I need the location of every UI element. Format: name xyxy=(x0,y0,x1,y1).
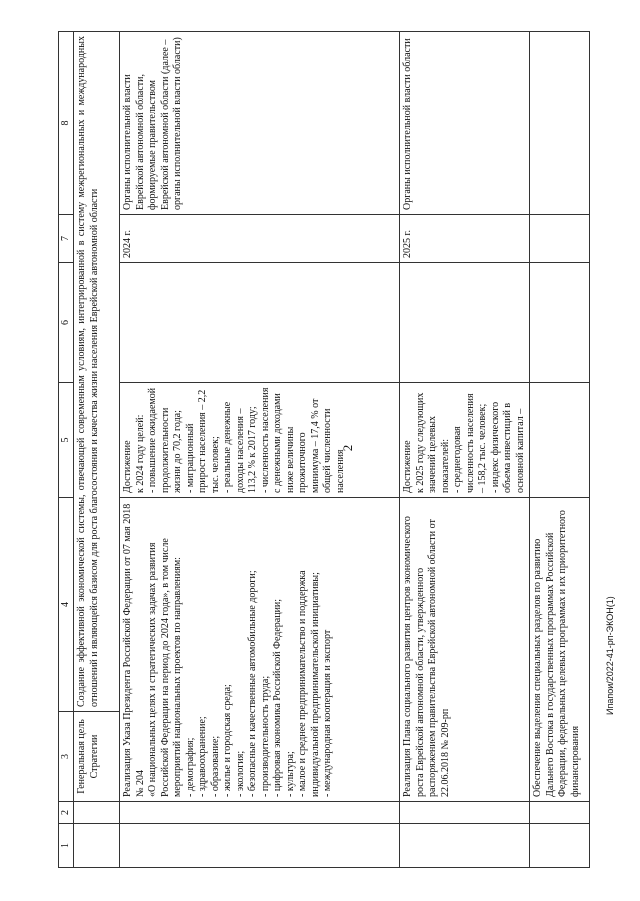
page-number: 2 xyxy=(340,444,355,452)
empty-cell xyxy=(530,263,590,383)
empty-cell xyxy=(400,824,530,868)
deadline-cell xyxy=(530,215,590,263)
empty-cell xyxy=(120,802,400,824)
activity-cell: Реализация Указа Президента Российской Федерации от 07 мая 2018 № 204 «О национальных целях и стратегических задачах развития Российской Федерации на период до 2024 года», в том числе мероприятий национальных проектов по направлениям: - демография; - здравоохранение; - образование; - жилье и городская среда; - экология; - безопасные и качественные автомобильные дороги; - производительность труда; - цифровая экономика Российской Федерации; - культура; - малое и среднее предпринимательство и поддержка индивидуальной предпринимательской инициативы; - международная кооперация и экспорт xyxy=(120,498,400,802)
goal-row xyxy=(74,32,120,868)
goal-label: Генеральная цель Стратегии xyxy=(74,712,120,802)
result-cell: Достижение к 2024 году целей: - повышение ожидаемой продолжительности жизни до 70,2 года; - миграционный прирост населения – 2,2 тыс. человек; - реальные денежные доходы населения – 113,2 % к 2017 году; - численность населения с денежными доходами ниже величины прожиточного минимума – 17,4 % от общей численности населения xyxy=(120,383,400,498)
result-cell: Достижение к 2025 году следующих значений целевых показателей: - среднегодовая численность населения – 158,2 тыс. человек; - индекс физического объема инвестиций в основной капитал – xyxy=(400,383,530,498)
col-number: 6 xyxy=(59,263,74,383)
rotated-page-content xyxy=(58,32,590,868)
col-number: 5 xyxy=(59,383,74,498)
empty-cell xyxy=(74,802,120,824)
responsible-cell: Органы исполнительной власти Еврейской автономной области, формируемые правительством Еврейской автономной области (далее – органы исполнительной власти области) xyxy=(120,32,400,215)
table-row xyxy=(120,32,400,868)
col-number: 8 xyxy=(59,32,74,215)
activity-cell: Обеспечение выделения специальных разделов по развитию Дальнего Востока в государственных программах Российской Федерации, федеральных целевых программах и их приоритетного финансирования xyxy=(530,498,590,802)
empty-cell xyxy=(400,802,530,824)
document-footer-code: Ипапои/2022-41-рп-ЭКОН(1) xyxy=(605,596,615,715)
col-number: 4 xyxy=(59,498,74,712)
responsible-cell xyxy=(530,32,590,215)
result-cell xyxy=(530,383,590,498)
deadline-cell: 2024 г. xyxy=(120,215,400,263)
col-number: 3 xyxy=(59,712,74,802)
responsible-cell: Органы исполнительной власти области xyxy=(400,32,530,215)
empty-cell xyxy=(120,824,400,868)
col-number: 2 xyxy=(59,802,74,824)
col-number: 7 xyxy=(59,215,74,263)
table-row xyxy=(530,32,590,868)
column-number-row xyxy=(59,32,74,868)
deadline-cell: 2025 г. xyxy=(400,215,530,263)
table-row xyxy=(400,32,530,868)
empty-cell xyxy=(74,824,120,868)
col-number: 1 xyxy=(59,824,74,868)
strategy-table xyxy=(58,31,590,868)
empty-cell xyxy=(120,263,400,383)
empty-cell xyxy=(530,802,590,824)
empty-cell xyxy=(400,263,530,383)
empty-cell xyxy=(530,824,590,868)
activity-cell: Реализация Плана социального развития центров экономического роста Еврейской автономной области, утвержденного распоряжением правительства Еврейской автономной области от 22.06.2018 № 209-рп xyxy=(400,498,530,802)
goal-text: Создание эффективной экономической системы, отвечающей современным условиям, интегрированной в систему межрегиональных и международных отношений и являющейся базисом для роста благосостояния и качества жизни населения Еврейской автономной области xyxy=(74,32,120,712)
